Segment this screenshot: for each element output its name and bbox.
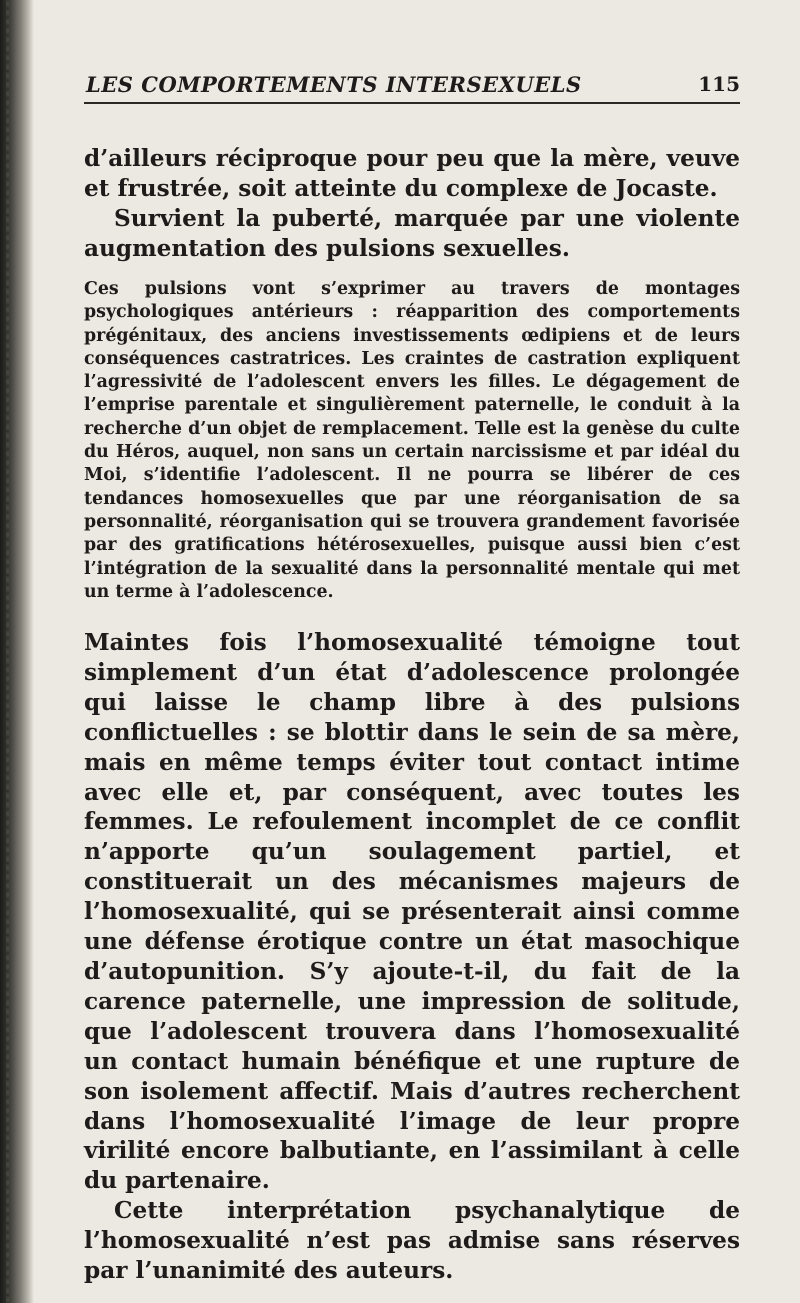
paragraph-interpretation: Cette interprétation psychanalytique de l’homosexualité n’est pas admise sans réserves par l’unanimité des auteurs. (84, 1197, 740, 1285)
page-header (84, 60, 740, 104)
paragraph-small-print: Ces pulsions vont s’exprimer au travers de montages psychologiques antérieurs : réapparition des comportements prégénitaux, des anciens investissements œdipiens et de leurs conséquences castratrices. Les craintes de castration expliquent l’agressivité de l’adolescent envers les filles. Le dégagement de l’emprise parentale et singulièrement paternelle, le conduit à la recherche d’un objet de remplacement. Telle est la genèse du culte du Héros, auquel, non sans un certain narcissisme et par idéal du Moi, s’identifie l’adolescent. Il ne pourra se libérer de ces tendances homosexuelles que par une réorganisation de sa personnalité, réorganisation qui se trouvera grandement favorisée par des gratifications hétérosexuelles, puisque aussi bien c’est l’intégration de la sexualité dans la personnalité mentale qui met un terme à l’adolescence. (84, 279, 740, 602)
opening-paragraphs (84, 144, 740, 264)
running-title: LES COMPORTEMENTS INTERSEXUELS (86, 72, 582, 97)
page-number: 115 (698, 72, 740, 96)
paragraph-puberty: Survient la puberté, marquée par une violente augmentation des pulsions sexuelles. (84, 204, 740, 262)
book-page (84, 60, 740, 1290)
closing-paragraphs (84, 628, 740, 1286)
paragraph-adolescence: Maintes fois l’homosexualité témoigne tout simplement d’un état d’adolescence prolongée qui laisse le champ libre à des pulsions conflictuelles : se blottir dans le sein de sa mère, mais en même temps éviter tout contact intime avec elle et, par conséquent, avec toutes les femmes. Le refoulement incomplet de ce conflit n’apporte qu’un soulagement partiel, et constituerait un des mécanismes majeurs de l’homosexualité, qui se présenterait ainsi comme une défense érotique contre un état masochique d’autopunition. S’y ajoute-t-il, du fait de la carence paternelle, une impression de solitude, que l’adolescent trouvera dans l’homosexualité un contact humain bénéfique et une rupture de son isolement affectif. Mais d’autres recherchent dans l’homosexualité l’image de leur propre virilité encore balbutiante, en l’assimilant à celle du partenaire. (84, 629, 740, 1195)
paragraph-continuation: d’ailleurs réciproque pour peu que la mère, veuve et frustrée, soit atteinte du complexe de Jocaste. (84, 145, 740, 202)
book-binding-edge (0, 0, 34, 1303)
small-print-block (84, 278, 740, 604)
